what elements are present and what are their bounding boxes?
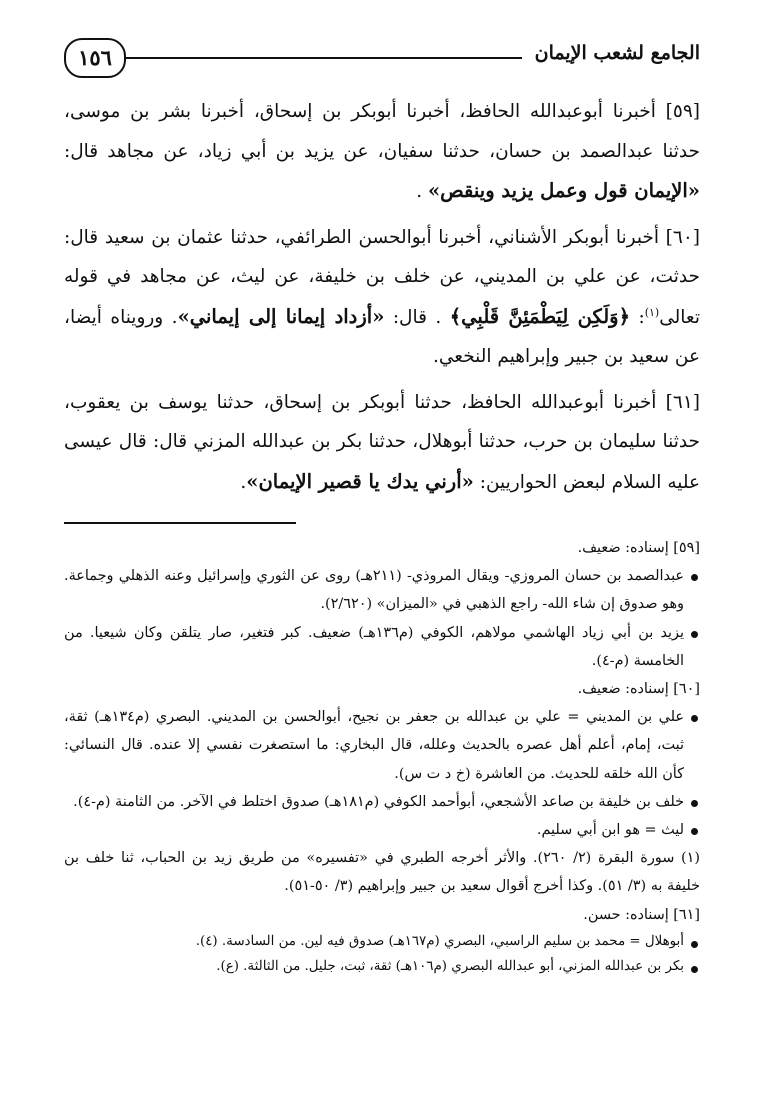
book-page (64, 34, 700, 979)
footnote-1: (١) سورة البقرة (٢/ ٢٦٠). والأثر أخرجه الطبري في «تفسيره» من طريق زيد بن الحباب، ثنا خلف بن خليفة به (٣/ ٥١). وكذا أخرج أقوال سعيد بن جبير وإبراهيم (٣/ ٥٠-٥١). (64, 850, 700, 895)
footnote-60-heading: [٦٠] إسناده: ضعيف. (577, 681, 700, 698)
hadith-60-colon: : (630, 306, 645, 328)
footnote-list-item: بكر بن عبدالله المزني، أبو عبدالله البصري (م١٠٦هـ) ثقة، ثبت، جليل. من الثالثة. (ع). (64, 954, 700, 979)
hadith-60-mid: . قال: (384, 306, 450, 328)
book-title: الجامع لشعب الإيمان (534, 42, 700, 64)
hadith-61 (64, 383, 700, 503)
footnote-list-item: أبوهلال = محمد بن سليم الراسبي، البصري (م١٦٧هـ) صدوق فيه لين. من السادسة. (٤). (64, 929, 700, 954)
footnote-ref-1: (١) (644, 305, 660, 319)
footnote-61-list (64, 929, 700, 979)
hadith-61-isnad: [٦١] أخبرنا أبوعبدالله الحافظ، حدثنا أبوبكر بن إسحاق، حدثنا يوسف بن يعقوب، حدثنا سليمان بن حرب، حدثنا أبوهلال، حدثنا بكر بن عبدالله المزني قال: قال عيسى عليه السلام لبعض الحواريين: (64, 391, 700, 493)
footnote-list-item: علي بن المديني = علي بن عبدالله بن جعفر بن نجيح، أبوالحسن بن المديني. البصري (م١٣٤هـ) ثقة، ثبت، إمام، أعلم أهل عصره بالحديث وعلله، قال البخاري: ما استصغرت نفسي إلا عنده. قال النسائي: كأن الله خلقه للحديث. من العاشرة (خ د ت س). (64, 703, 700, 788)
hadith-59-isnad: [٥٩] أخبرنا أبوعبدالله الحافظ، أخبرنا أبوبكر بن إسحاق، أخبرنا بشر بن موسى، حدثنا عبدالصمد بن حسان، حدثنا سفيان، عن يزيد بن أبي زياد، عن مجاهد قال: (64, 101, 700, 162)
footnote-list-item: ليث = هو ابن أبي سليم. (64, 816, 700, 844)
hadith-60-matn: «أزداد إيمانا إلى إيماني» (177, 304, 385, 328)
footnote-60-list (64, 703, 700, 844)
main-text (64, 92, 700, 502)
hadith-59-end: . (416, 181, 423, 202)
footnotes (64, 534, 700, 979)
footnote-list-item: عبدالصمد بن حسان المروزي- ويقال المروذي- (٢١١هـ) روى عن الثوري وإسرائيل وعنه الذهلي وجماعة. وهو صدوق إن شاء الله- راجع الذهبي في «الميزان» (٢/٦٢٠). (64, 562, 700, 618)
footnote-59-list (64, 562, 700, 675)
footnote-61-heading: [٦١] إسناده: حسن. (583, 906, 700, 923)
hadith-59 (64, 92, 700, 212)
hadith-60 (64, 218, 700, 377)
footnote-list-item: خلف بن خليفة بن صاعد الأشجعي، أبوأحمد الكوفي (م١٨١هـ) صدوق اختلط في الآخر. من الثامنة (م-٤). (64, 788, 700, 816)
hadith-60-isnad: [٦٠] أخبرنا أبوبكر الأشناني، أخبرنا أبوالحسن الطرائفي، حدثنا عثمان بن سعيد قال: حدثت، عن علي بن المديني، عن خلف بن خليفة، عن ليث، عن مجاهد في قوله تعالى (64, 226, 700, 328)
hadith-60-tail: . ورويناه أيضا، عن سعيد بن جبير وإبراهيم النخعي. (64, 306, 700, 367)
footnote-separator (64, 522, 296, 524)
hadith-61-end: . (240, 471, 247, 493)
page-number: ١٥٦ (64, 38, 126, 78)
quran-verse: ﴿وَلَكِن لِيَطْمَئِنَّ قَلْبِي﴾ (449, 304, 631, 328)
hadith-61-matn: «أرني يدك يا قصير الإيمان» (246, 469, 474, 493)
footnote-list-item: يزيد بن أبي زياد الهاشمي مولاهم، الكوفي (م١٣٦هـ) ضعيف. كبر فتغير، صار يتلقن وكان شيعيا. من الخامسة (م-٤). (64, 619, 700, 675)
hadith-59-matn: «الإيمان قول وعمل يزيد وينقص» (427, 179, 700, 202)
footnote-59-heading: [٥٩] إسناده: ضعيف. (577, 540, 700, 556)
header-rule (124, 57, 522, 59)
running-header (64, 34, 700, 86)
